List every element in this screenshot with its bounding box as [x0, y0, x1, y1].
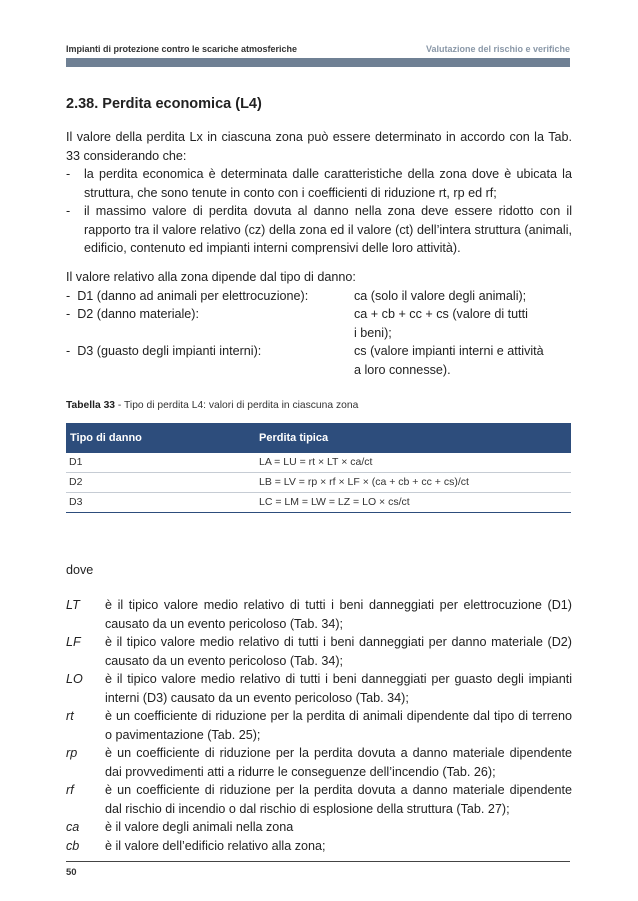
damage-label: D3 (guasto degli impianti interni):: [77, 344, 262, 358]
definition-symbol: rf: [66, 783, 74, 797]
damage-row: - D1 (danno ad animali per elettrocuzione): ca (solo il valore degli animali);: [66, 287, 572, 306]
column-header: Tipo di danno: [70, 432, 142, 444]
table-row: [66, 493, 571, 513]
loss-table: [66, 423, 571, 513]
definition-text: è un coefficiente di riduzione per la perdita dovuta a danno materiale dipendente dai provvedimenti atti a ridurre le conseguenze dell’incendio (Tab. 26);: [105, 746, 572, 779]
damage-value-cont: a loro connesse).: [354, 362, 451, 377]
definition-item: [66, 633, 572, 670]
definitions-list: [66, 596, 572, 855]
intro-block: [66, 128, 572, 258]
header-bar: [66, 58, 570, 67]
table-row: [66, 473, 571, 493]
table-row: [66, 453, 571, 473]
column-header: Perdita tipica: [259, 432, 329, 444]
cell-type: D2: [69, 476, 83, 488]
running-header: [66, 44, 570, 58]
damage-label: D1 (danno ad animali per elettrocuzione):: [77, 288, 309, 303]
page-number: 50: [66, 867, 77, 878]
intro-paragraph: Il valore della perdita Lx in ciascuna zona può essere determinato in accordo con la Tab. 33 considerando che:: [66, 130, 572, 163]
damage-value: cs (valore impianti interni e attività: [354, 344, 544, 358]
damage-row-cont: [66, 361, 572, 380]
cell-loss: LA = LU = rt × LT × ca/ct: [259, 456, 373, 468]
section-title: 2.38. Perdita economica (L4): [66, 96, 262, 112]
definition-item: [66, 670, 572, 707]
bullet-item: [66, 202, 572, 258]
bullet-dash: -: [66, 204, 71, 218]
damage-value-cont: i beni);: [354, 325, 392, 340]
definition-symbol: rt: [66, 709, 74, 723]
definition-item: [66, 837, 572, 856]
definition-symbol: LT: [66, 598, 80, 612]
definition-text: è il valore degli animali nella zona: [105, 820, 294, 834]
definition-item: [66, 781, 572, 818]
definition-item: [66, 818, 572, 837]
definition-text: è un coefficiente di riduzione per la perdita di animali dipendente dal tipo di terreno o pavimentazione (Tab. 25);: [105, 709, 572, 742]
damage-label: D2 (danno materiale):: [77, 307, 200, 321]
cell-loss: LC = LM = LW = LZ = LO × cs/ct: [259, 496, 410, 508]
table-caption: [66, 400, 358, 411]
damage-intro: Il valore relativo alla zona dipende dal tipo di danno:: [66, 270, 356, 284]
header-right: Valutazione del rischio e verifiche: [425, 44, 570, 54]
bullet-item: [66, 165, 572, 202]
cell-type: D3: [69, 496, 83, 508]
damage-value: ca (solo il valore degli animali);: [354, 288, 527, 303]
caption-text: - Tipo di perdita L4: valori di perdita in ciascuna zona: [115, 400, 359, 411]
caption-label: Tabella 33: [66, 400, 116, 411]
definition-text: è il tipico valore medio relativo di tutti i beni danneggiati per guasto degli impianti interni (D3) causato da un evento pericoloso (Tab. 34);: [105, 672, 572, 705]
cell-loss: LB = LV = rp × rf × LF × (ca + cb + cc + cs)/ct: [259, 476, 469, 488]
damage-row: - D3 (guasto degli impianti interni): cs (valore impianti interni e attività: [66, 342, 572, 361]
damage-row-cont: [66, 324, 572, 343]
definition-symbol: rp: [66, 746, 78, 760]
definition-text: è il valore dell’edificio relativo alla zona;: [105, 838, 326, 853]
definition-item: [66, 596, 572, 633]
definition-text: è un coefficiente di riduzione per la perdita dovuta a danno materiale dipendente dal rischio di incendio o dal rischio di esplosione della struttura (Tab. 27);: [105, 783, 572, 816]
bullet-text: il massimo valore di perdita dovuta al danno nella zona deve essere ridotto con il rapporto tra il valore relativo (cz) della zona ed il valore (ct) dell’intera struttura (animali, edificio, contenuto ed impianti interni comprensivi delle loro attività).: [84, 204, 572, 255]
definition-symbol: ca: [66, 820, 80, 834]
definition-symbol: cb: [66, 838, 80, 853]
damage-value: ca + cb + cc + cs (valore di tutti: [354, 307, 528, 321]
cell-type: D1: [69, 456, 83, 468]
definition-item: [66, 707, 572, 744]
dove-label: dove: [66, 563, 94, 577]
definition-item: [66, 744, 572, 781]
header-left: Impianti di protezione contro le scariche atmosferiche: [66, 44, 298, 54]
damage-row: - D2 (danno materiale): ca + cb + cc + cs (valore di tutti: [66, 305, 572, 324]
footer-rule: [66, 861, 570, 862]
definition-text: è il tipico valore medio relativo di tutti i beni danneggiati per elettrocuzione (D1) causato da un evento pericoloso (Tab. 34);: [105, 598, 572, 631]
bullet-dash: -: [66, 167, 71, 181]
definition-text: è il tipico valore medio relativo di tutti i beni danneggiati per danno materiale (D2) causato da un evento pericoloso (Tab. 34);: [105, 635, 572, 668]
definition-symbol: LF: [66, 635, 81, 649]
bullet-text: la perdita economica è determinata dalle caratteristiche della zona dove è ubicata la struttura, che sono tenute in conto con i coefficienti di riduzione rt, rp ed rf;: [84, 167, 572, 200]
table-header-row: [66, 423, 571, 453]
definition-symbol: LO: [66, 672, 83, 686]
damage-block: [66, 268, 572, 379]
